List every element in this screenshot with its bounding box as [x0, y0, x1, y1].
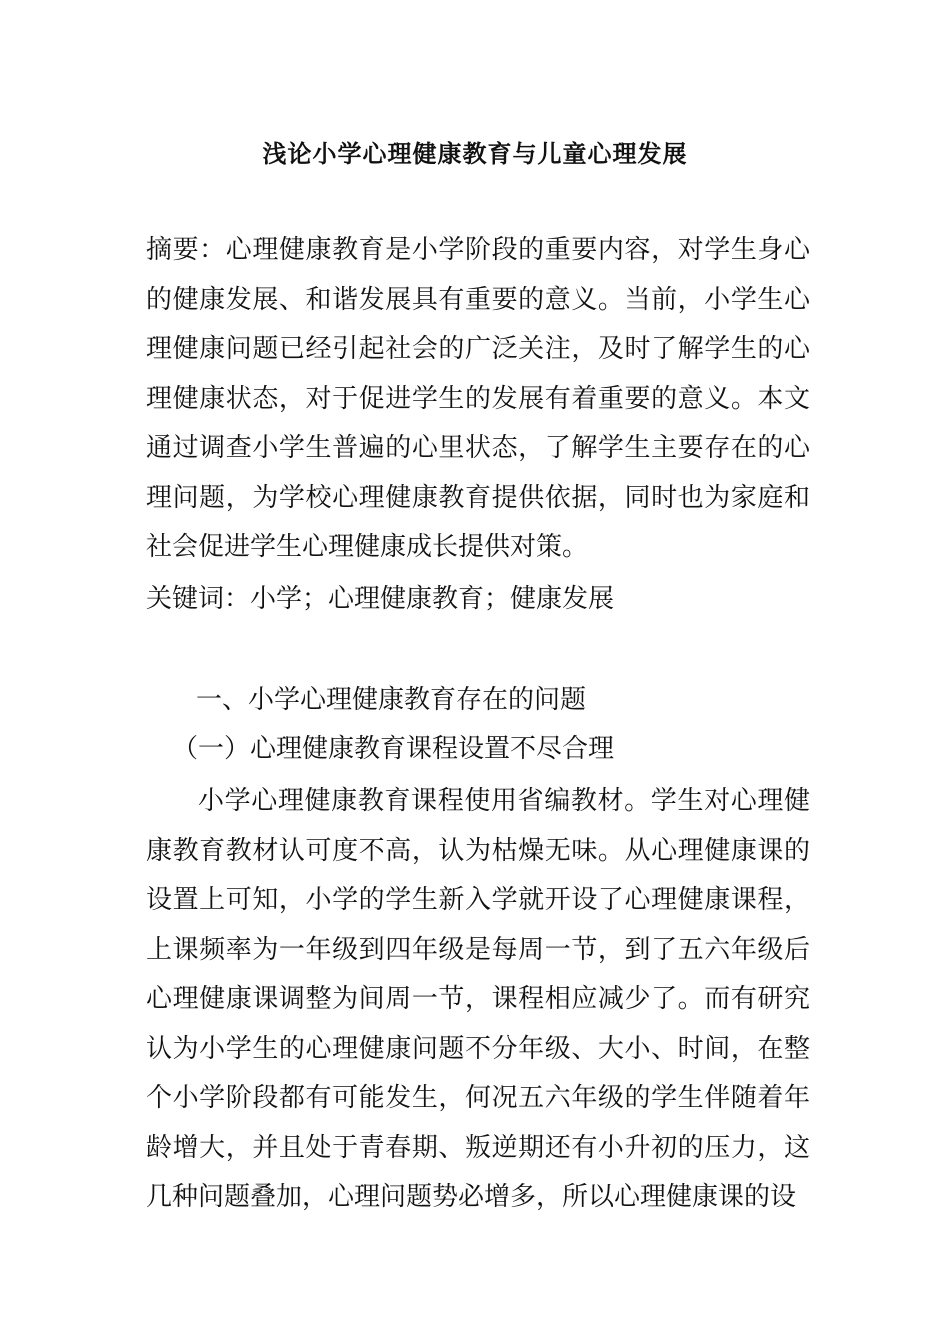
abstract-paragraph: 摘要：心理健康教育是小学阶段的重要内容，对学生身心的健康发展、和谐发展具有重要的意义。当前，小学生心理健康问题已经引起社会的广泛关注，及时了解学生的心理健康状态，对于促进学生的发展有着重要的意义。本文通过调查小学生普遍的心里状态，了解学生主要存在的心理问题，为学校心理健康教育提供依据，同时也为家庭和社会促进学生心理健康成长提供对策。	[146, 235, 810, 562]
subsection-heading: （一）心理健康教育课程设置不尽合理	[172, 734, 615, 764]
document-title: 浅论小学心理健康教育与儿童心理发展	[262, 139, 688, 168]
body-paragraph: 小学心理健康教育课程使用省编教材。学生对心理健康教育教材认可度不高，认为枯燥无味。从心理健康课的设置上可知，小学的学生新入学就开设了心理健康课程，上课频率为一年级到四年级是每周一节，到了五六年级后心理健康课调整为间周一节，课程相应减少了。而有研究认为小学生的心理健康问题不分年级、大小、时间，在整个小学阶段都有可能发生，何况五六年级的学生伴随着年龄增大，并且处于青春期、叛逆期还有小升初的压力，这几种问题叠加，心理问题势必增多，所以心理健康课的设	[146, 786, 810, 1212]
section-heading: 一、小学心理健康教育存在的问题	[196, 685, 587, 715]
keywords-line: 关键词：小学；心理健康教育；健康发展	[146, 584, 615, 614]
